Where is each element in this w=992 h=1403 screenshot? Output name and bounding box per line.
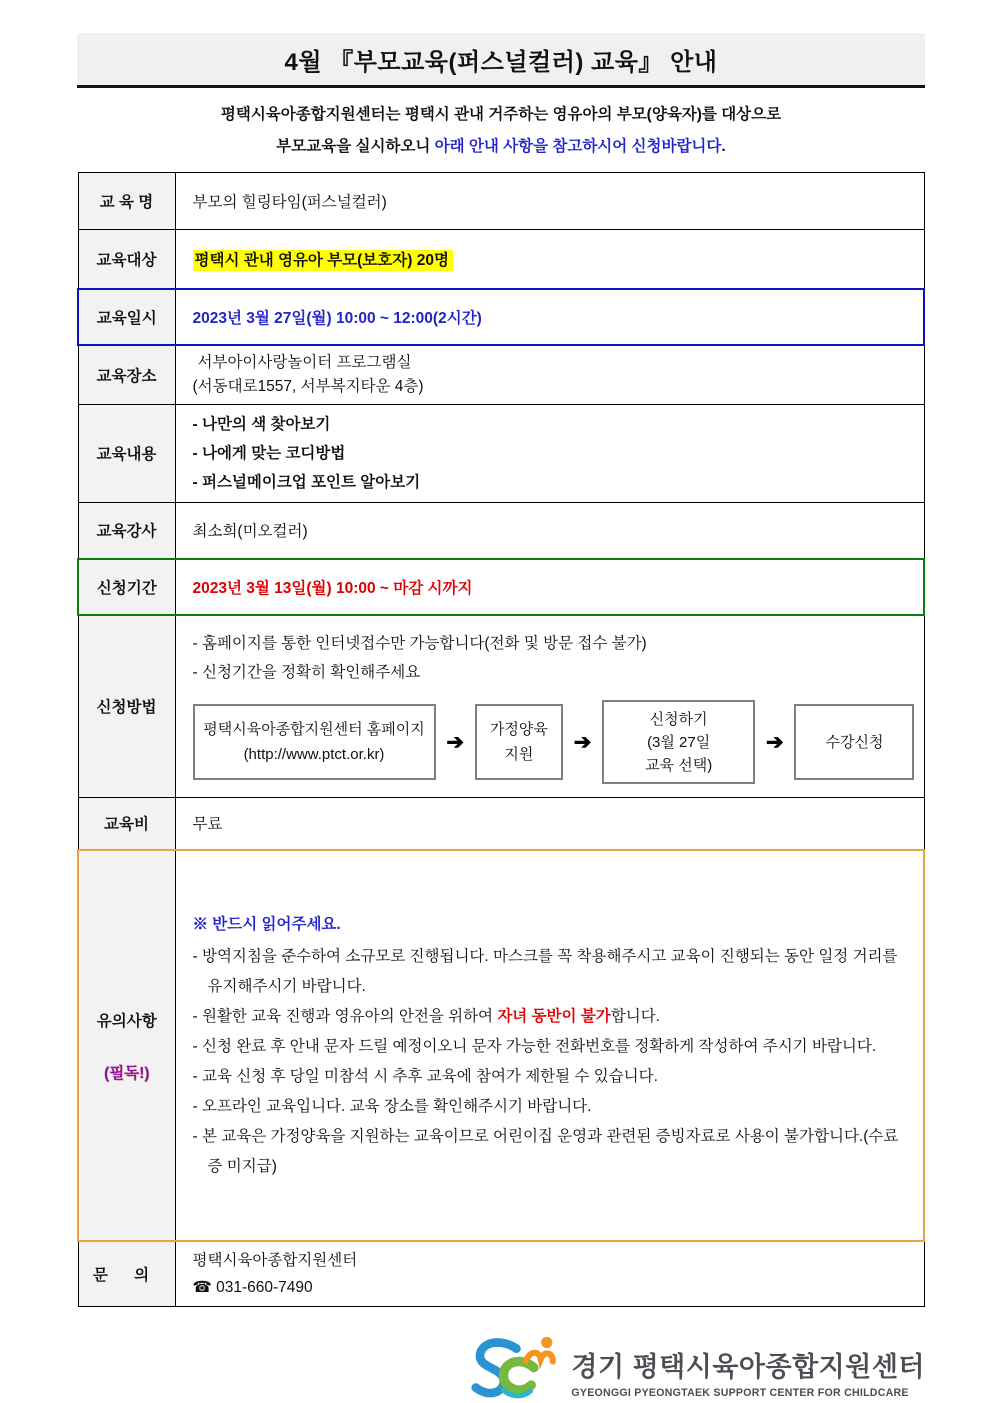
intro-line-2-blue: 아래 안내 사항을 참고하시어 신청바랍니다 [434,138,722,155]
row-label [78,850,175,1241]
row-notes [78,850,924,1241]
row-education-name [78,173,924,230]
info-table [77,172,925,1307]
row-label: 교육강사 [78,502,175,559]
arrow-right-icon: ➔ [446,730,464,754]
center-logo-icon [461,1333,565,1403]
note-item: - 신청 완료 후 안내 문자 드릴 예정이오니 문자 가능한 전화번호를 정확하게 작성하여 주시기 바랍니다. [192,1037,877,1055]
education-place-value [175,345,924,405]
row-application-method [78,615,924,797]
notes-label: 유의사항 [96,1012,157,1030]
arrow-right-icon: ➔ [573,730,592,754]
note-item: - 교육 신청 후 당일 미참석 시 추후 교육에 참여가 제한될 수 있습니다. [192,1067,658,1085]
notes-cell [175,850,924,1241]
row-education-fee [78,797,924,850]
content-item: - 퍼스널메이크업 포인트 알아보기 [192,473,421,491]
notes-list [193,910,914,1182]
method-bullet: - 홈페이지를 통한 인터넷접수만 가능합니다(전화 및 방문 접수 불가) [192,635,647,652]
row-label: 신청기간 [78,559,175,615]
education-name-value: 부모의 힐링타임(퍼스널컬러) [175,173,924,230]
content-item: - 나에게 맞는 코디방법 [192,444,346,462]
title-bar [77,33,925,88]
row-label: 교 육 명 [78,173,175,230]
row-label: 교육장소 [78,345,175,405]
education-fee-value: 무료 [175,797,924,850]
row-education-datetime [78,289,924,345]
intro-line-2 [77,131,925,163]
row-label: 교육일시 [78,289,175,345]
row-label: 교육대상 [78,230,175,289]
education-content-cell [175,404,924,502]
notes-sublabel: (필독!) [104,1064,150,1082]
education-datetime-value: 2023년 3월 27일(월) 10:00 ~ 12:00(2시간) [175,289,924,345]
method-flow [193,700,915,784]
place-line-2: (서동대로1557, 서부복지타운 4층) [192,377,424,395]
education-instructor-value: 최소희(미오컬러) [175,502,924,559]
content-item: - 나만의 색 찾아보기 [192,415,331,433]
contact-phone-line [193,1274,914,1301]
intro-text [77,99,925,163]
contact-org-name: 평택시육아종합지원센터 [192,1252,358,1269]
application-method-cell [175,615,924,797]
highlighted-text: 평택시 관내 영유아 부모(보호자) 20명 [193,250,453,271]
flow-step: 신청하기 (3월 27일 교육 선택) [602,700,755,784]
education-target-value [175,230,924,289]
row-label: 교육비 [78,797,175,850]
row-education-place [78,345,924,405]
flow-step: 수강신청 [794,704,914,780]
logo-title: 경기 평택시육아종합지원센터 [571,1352,925,1382]
row-label: 신청방법 [78,615,175,797]
flow-step: 가정양육 지원 [475,704,563,780]
method-bullet: - 신청기간을 정확히 확인해주세요 [192,664,421,681]
notes-header: ※ 반드시 읽어주세요. [192,915,341,933]
phone-icon: ☎ [192,1279,212,1296]
row-contact [78,1241,924,1307]
row-education-target [78,230,924,289]
application-period-value: 2023년 3월 13일(월) 10:00 ~ 마감 시까지 [175,559,924,615]
contact-phone-number: 031-660-7490 [216,1279,313,1296]
row-label: 교육내용 [78,404,175,502]
row-education-instructor [78,502,924,559]
arrow-right-icon: ➔ [766,730,784,754]
page-title: 4월 『부모교육(퍼스널컬러) 교육』 안내 [284,48,718,76]
row-education-content [78,404,924,502]
intro-line-2-period: . [721,138,726,155]
intro-line-1: 평택시육아종합지원센터는 평택시 관내 거주하는 영유아의 부모(양육자)를 대상으로 [220,106,782,123]
intro-line-2-black: 부모교육을 실시하오니 [276,138,435,155]
row-label: 문 의 [78,1241,175,1307]
contact-cell [175,1241,924,1307]
note-item: - 원활한 교육 진행과 영유아의 안전을 위하여 자녀 동반이 불가합니다. [192,1007,660,1025]
notes-label-stack [81,1009,173,1083]
footer [77,1333,925,1403]
note-item: - 오프라인 교육입니다. 교육 장소를 확인해주시기 바랍니다. [192,1097,592,1115]
logo-subtitle: GYEONGGI PYEONGTAEK SUPPORT CENTER FOR CHILDCARE [571,1387,909,1399]
flow-step: 평택시육아종합지원센터 홈페이지 (http://www.ptct.or.kr) [193,704,436,780]
row-application-period [78,559,924,615]
note-item: - 본 교육은 가정양육을 지원하는 교육이므로 어린이집 운영과 관련된 증빙자료로 사용이 불가합니다.(수료증 미지급) [192,1127,899,1175]
note-item: - 방역지침을 준수하여 소규모로 진행됩니다. 마스크를 꼭 착용해주시고 교육이 진행되는 동안 일정 거리를 유지해주시기 바랍니다. [192,947,898,995]
document-page [77,33,925,1307]
place-line-1: 서부아이사랑놀이터 프로그램실 [197,353,412,371]
method-bullets [193,629,914,687]
logo-text-block [571,1345,925,1399]
